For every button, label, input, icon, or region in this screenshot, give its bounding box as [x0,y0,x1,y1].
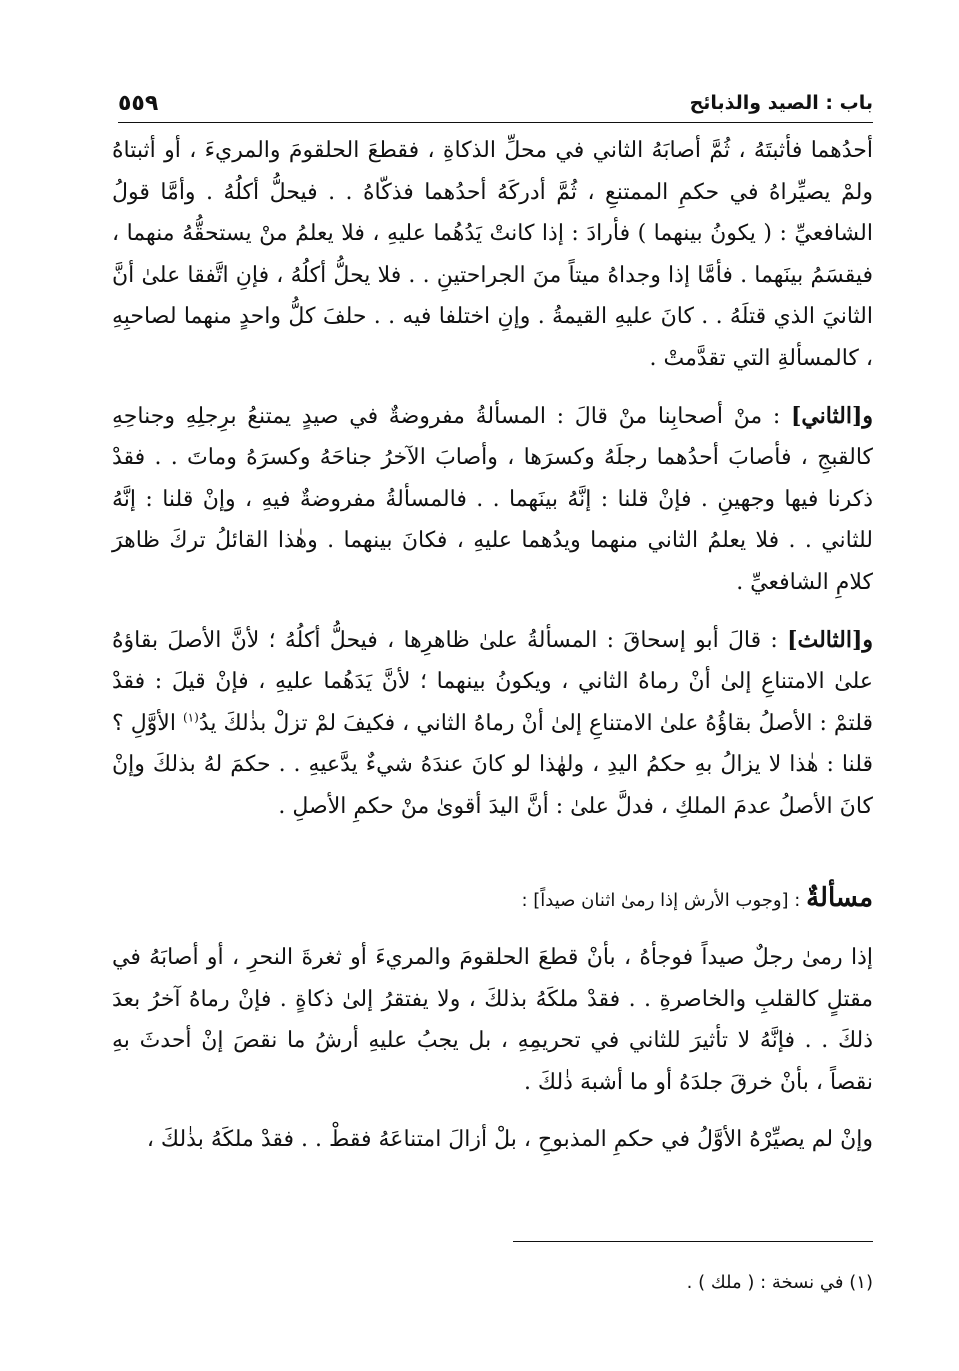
paragraph [112,1119,873,1161]
paragraph-text: : منْ أصحابِنا منْ قالَ : المسألةُ مفروضةٌ في صيدٍ يمتنعُ برِجلِهِ وجناحِهِ كالقبجِ ، فأصابَ أحدُهما رجلَهُ وكسرَها ، وأصابَ الآخرُ جناحَهُ وكسرَهُ وماتَ . . فقدْ ذكرنا فيها وجهينِ . فإنْ قلنا : إنَّهُ بينَهما . . فالمسألةُ مفروضةٌ فيهِ ، وإنْ قلنا : إنَّهُ للثاني . . فلا يعلمُ الثاني منهما ويدُهما عليهِ ، فكانَ بينهما . وهٰذا القائلُ تركَ ظاهرَ كلامِ الشافعيِّ . [112,403,873,595]
paragraph [112,130,873,380]
page-number: ٥٥٩ [118,90,159,116]
footnote-rule [513,1241,873,1242]
header-rule [118,122,873,123]
footnote-number: (١) [849,1272,873,1293]
footnote-text: في نسخة : ( ملك ) . [686,1272,844,1293]
paragraph-lead: و[الثاني] [790,402,873,429]
paragraph [112,937,873,1103]
issue-label: مسألةٌ [806,882,873,913]
paragraph-text: إذا رمىٰ رجلٌ صيداً فوجأهُ ، بأنْ قطعَ الحلقومَ والمريءَ أو ثغرةَ النحرِ ، أو أصابَهُ في مقتلٍ كالقلبِ والخاصرةِ . . فقدْ ملكَهُ بذلكَ ، ولا يفتقرُ إلىٰ ذكاةٍ . فإنْ رماهُ آخرُ بعدَ ذلكَ . . فإنَّهُ لا تأثيرَ للثاني في تحريمِهِ ، بل يجبُ عليهِ أرشُ ما نقصَ إنْ أحدثَ بهِ نقصاً ، بأنْ خرقَ جلدَهُ أو ما أشبهَ ذٰلكَ . [112,945,873,1095]
paragraph-text: : قالَ أبو إسحاقَ : المسألةُ علىٰ ظاهرِها ، فيحلُّ أكلُهُ ؛ لأنَّ الأصلَ بقاؤهُ علىٰ الامتناعِ إلىٰ أنْ رماهُ الثاني ، ويكونُ بينهما ؛ لأنَّ يَدَهُما عليهِ ، فإنْ قيلَ : فقدْ قلتمْ : الأصلُ بقاؤُهُ علىٰ الامتناعِ إلىٰ أنْ رماهُ الثاني ، فكيفَ لمْ تزلْ بذٰلكَ يدُ [112,627,873,736]
paragraph [112,620,873,828]
issue-heading [112,878,873,922]
footnote [118,1272,873,1293]
footnote-reference: (١) [182,710,199,725]
page-header [118,86,873,120]
paragraph-text: أحدُهما فأثبتَهُ ، ثُمَّ أصابَهُ الثاني في محلِّ الذكاةِ ، فقطعَ الحلقومَ والمريءَ ، أو أثبتاهُ ولمْ يصيِّراهُ في حكمِ الممتنعِ ، ثُمَّ أدركَهُ أحدُهما فذكّاهُ . . فيحلُّ أكلُهُ . وأمَّا قولُ الشافعيِّ : ( يكونُ بينهما ) فأرادَ : إذا كانتْ يَدُهُما عليهِ ، فلا يعلمُ منْ يستحقُّهُ منهما ، فيقسَمُ بينَهما . فأمَّا إذا وجداهُ ميتاً منَ الجراحتينِ . . فلا يحلُّ أكلُهُ ، فإنِ اتَّفقا علىٰ أنَّ الثانيَ الذي قتلَهُ . . كانَ عليهِ القيمةُ . وإنِ اختلفا فيه . . حلفَ كلُّ واحدٍ منهما لصاحبِهِ ، كالمسألةِ التي تقدَّمتْ . [112,138,873,371]
running-title: باب : الصيد والذبائح [689,92,873,114]
paragraph [112,396,873,604]
issue-title: : [وجوب الأرش إذا رمىٰ اثنان صيداً] : [521,889,807,911]
paragraph-lead: و[الثالث] [787,626,873,653]
paragraph-text: وإنْ لم يصيِّرْهُ الأوَّلُ في حكمِ المذبوحِ ، بلْ أزالَ امتناعَهُ فقطْ . . فقدْ ملكَهُ بذٰلكَ ، [146,1127,873,1153]
body-text [112,130,873,1177]
paragraph-text: الأوَّلِ ؟ قلنا : هٰذا لا يزالُ بهِ حكمُ اليدِ ، ولهٰذا لو كانَ عندَهُ شيءٌ يدَّعيهِ . . حكمَ لهُ بذلكَ وإنْ كانَ الأصلُ عدمَ الملكِ ، فدلَّ علىٰ : أنَّ اليدَ أقوىٰ منْ حكمِ الأصلِ . [112,710,873,819]
